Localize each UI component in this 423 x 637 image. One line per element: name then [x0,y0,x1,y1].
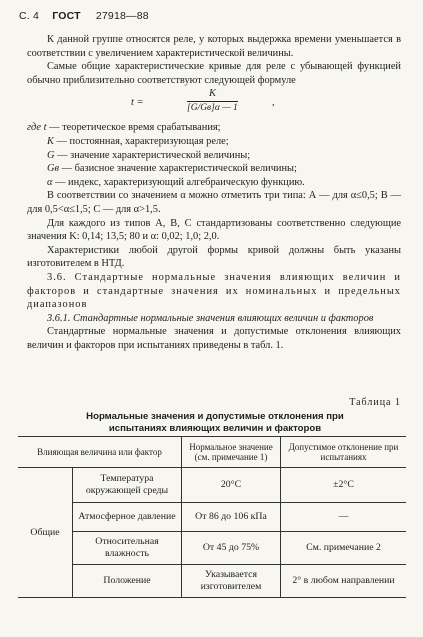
definition-item [27,162,401,176]
formula [27,87,401,121]
definition-text: — постоянная, характеризующая реле; [53,135,229,147]
definition-text: — базисное значение характеристической величины; [59,163,297,175]
table-number: Таблица 1 [349,397,401,408]
table-caption: Нормальные значения и допустимые отклонения при испытаниях влияющих величин и факторов [86,411,344,434]
paragraph: Для каждого из типов А, В, С стандартизованы соответственно следующие значения K: 0,14; 13,5; 80 и α: 0,02; 1,0; 2,0. [27,217,401,243]
table-header-cell: Нормальное значение (см. примечание 1) [182,437,281,468]
definition-symbol: где t [27,122,47,134]
definitions [27,121,401,189]
formula-lhs: t = [131,97,144,109]
value-cell: От 86 до 106 кПа [182,503,281,532]
table-row [18,565,406,598]
definition-symbol: α [47,176,53,188]
definition-symbol: K [47,135,54,147]
paragraph: Самые общие характеристические кривые для реле с убывающей функцией обычно приблизительно соответствуют следующей формуле [27,61,401,86]
paragraph: Характеристики любой другой формы кривой должны быть указаны изготовителем в НТД. [27,244,401,270]
definition-item [27,135,401,149]
definition-item [27,149,401,163]
table-header-cell: Допустимое отклонение при испытаниях [281,437,407,468]
formula-fraction [187,87,238,115]
formula-denominator: [G/Gв]α — 1 [187,102,238,113]
definition-text: — значение характеристической величины; [54,149,251,161]
factor-cell: Относительная влажность [73,532,182,565]
deviation-cell: См. примечание 2 [281,532,407,565]
table-row [18,503,406,532]
deviation-cell: — [281,503,407,532]
factor-cell: Температура окружающей среды [73,468,182,503]
document-body [27,33,401,352]
subsection-title: 3.6.1. Стандартные нормальные значения влияющих величин и факторов [47,312,374,324]
paragraph: В соответствии со значением α можно отметить три типа: А — для α≤0,5; В — для 0,5<α≤1,5; С — для α>1,5. [27,190,401,215]
paragraph: Стандартные нормальные значения и допустимые отклонения влияющих величин и факторов при испытаниях приведены в табл. 1. [27,326,401,351]
formula-numerator: K [187,87,238,102]
value-cell: Указывается изготовителем [182,565,281,598]
paragraph: К данной группе относятся реле, у которых выдержка времени уменьшается в соответствии с увеличением характеристической величины. [27,34,401,59]
page-number: С. 4 [19,10,40,22]
definition-item [27,121,401,135]
definition-symbol: G [47,149,55,161]
section-heading: 3.6. Стандартные нормальные значения влияющих величин и факторов и стандартные значения их номинальных и предельных диапазонов [27,271,401,311]
table-header-cell: Влияющая величина или фактор [18,437,182,468]
value-cell: От 45 до 75% [182,532,281,565]
value-cell: 20°С [182,468,281,503]
factor-cell: Положение [73,565,182,598]
standard-label: ГОСТ [52,10,81,22]
page-header [19,10,149,22]
definition-text: — теоретическое время срабатывания; [46,122,221,134]
standard-number: 27918—88 [95,10,149,22]
definition-item [27,176,401,190]
data-table [18,436,406,598]
factor-cell: Атмосферное давление [73,503,182,532]
table-row [18,532,406,565]
subsection-heading [27,312,401,326]
definition-text: — индекс, характеризующий алгебраическую функцию. [52,176,305,188]
category-cell: Общие [18,468,73,598]
table-row [18,468,406,503]
table-header-row [18,437,406,468]
formula-tail: , [272,97,275,109]
definition-symbol: Gв [47,163,60,175]
deviation-cell: ±2°С [281,468,407,503]
deviation-cell: 2° в любом направлении [281,565,407,598]
